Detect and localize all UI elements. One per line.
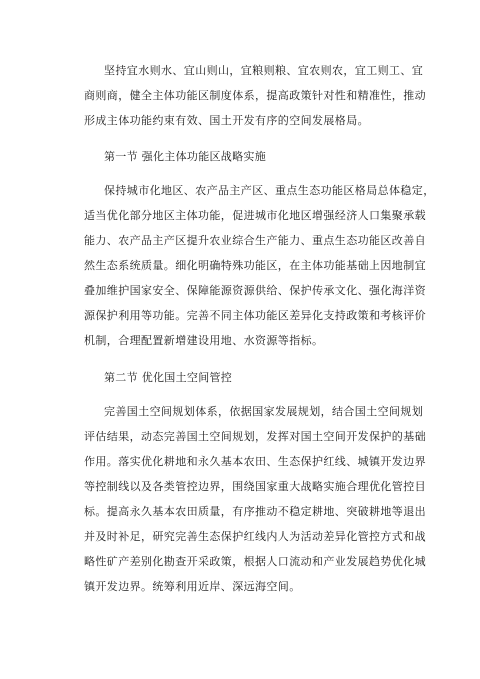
- paragraph-line: 略性矿产差别化勘查开采政策，根据人口流动和产业发展趋势优化城: [84, 555, 426, 568]
- section-heading: 第二节 优化国土空间管控: [104, 371, 233, 384]
- paragraph-line: 评估结果，动态完善国土空间规划，发挥对国土空间开发保护的基础: [84, 430, 426, 443]
- paragraph-line: 适当优化部分地区主体功能，促进城市化地区增强经济人口集聚承载: [84, 209, 426, 222]
- paragraph-line: 形成主体功能约束有效、国土开发有序的空间发展格局。: [84, 114, 369, 127]
- paragraph-line: 标。提高永久基本农田质量，有序推动不稳定耕地、突破耕地等退出: [84, 505, 426, 518]
- paragraph-line: 然生态系统质量。细化明确特殊功能区，在主体功能基础上因地制宜: [84, 259, 426, 272]
- paragraph-line: 镇开发边界。统筹利用近岸、深远海空间。: [84, 580, 301, 593]
- paragraph-line: 完善国土空间规划体系，依据国家发展规划，结合国土空间规划: [104, 405, 424, 418]
- section-heading: 第一节 强化主体功能区战略实施: [104, 150, 266, 163]
- paragraph-line: 源保护利用等功能。完善不同主体功能区差异化支持政策和考核评价: [84, 309, 426, 322]
- paragraph-line: 等控制线以及各类管控边界，围绕国家重大战略实施合理优化管控目: [84, 480, 426, 493]
- paragraph-line: 商则商，健全主体功能区制度体系，提高政策针对性和精准性，推动: [84, 89, 426, 102]
- paragraph-line: 保持城市化地区、农产品主产区、重点生态功能区格局总体稳定，: [104, 184, 435, 197]
- paragraph-line: 坚持宜水则水、宜山则山，宜粮则粮、宜农则农，宜工则工、宜: [104, 64, 424, 77]
- paragraph-line: 机制，合理配置新增建设用地、水资源等指标。: [84, 334, 324, 347]
- paragraph-line: 叠加维护国家安全、保障能源资源供给、保护传承文化、强化海洋资: [84, 284, 426, 297]
- paragraph-line: 作用。落实优化耕地和永久基本农田、生态保护红线、城镇开发边界: [84, 455, 426, 468]
- paragraph-line: 能力、农产品主产区提升农业综合生产能力、重点生态功能区改善自: [84, 234, 426, 247]
- paragraph-line: 并及时补足，研究完善生态保护红线内人为活动差异化管控方式和战: [84, 530, 426, 543]
